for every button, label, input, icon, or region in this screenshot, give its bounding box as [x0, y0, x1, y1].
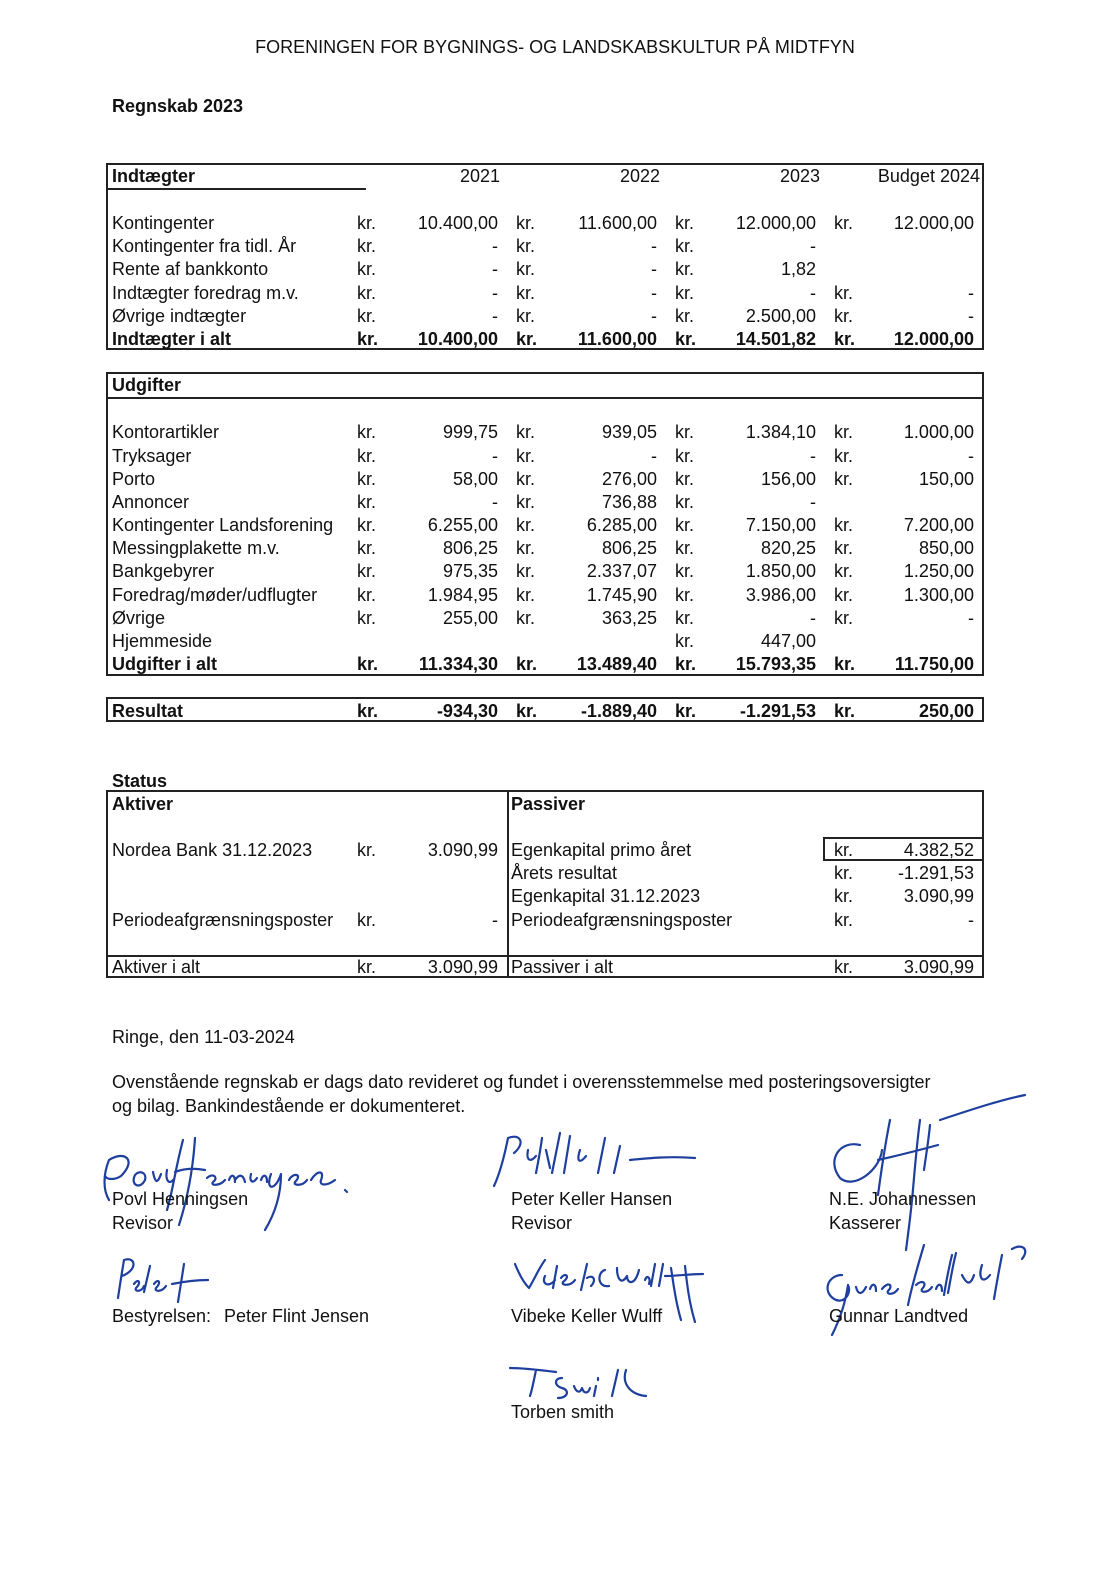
- currency-cell: kr.: [834, 446, 854, 466]
- amount-cell: 1.250,00: [903, 561, 974, 581]
- row-label: Kontorartikler: [112, 422, 220, 442]
- currency-cell: kr.: [675, 446, 695, 466]
- currency-cell: kr.: [675, 469, 695, 489]
- row-label: Hjemmeside: [112, 631, 213, 651]
- currency-cell: kr.: [834, 886, 854, 906]
- amount-cell: 14.501,82: [735, 329, 816, 349]
- amount-cell: 999,75: [442, 422, 498, 442]
- currency-cell: kr.: [675, 306, 695, 326]
- currency-cell: kr.: [516, 561, 536, 581]
- signature-gunnar-landtved: [812, 1235, 1037, 1345]
- amount-cell: -: [968, 283, 974, 303]
- row-label: Indtægter i alt: [112, 329, 232, 349]
- expenses-heading: Udgifter: [112, 375, 181, 395]
- amount-cell: -: [968, 306, 974, 326]
- currency-cell: kr.: [516, 422, 536, 442]
- amount-cell: 2.500,00: [745, 306, 816, 326]
- signatory-4-name: Peter Flint Jensen: [224, 1306, 370, 1326]
- currency-cell: kr.: [516, 469, 536, 489]
- status-label: Nordea Bank 31.12.2023: [112, 840, 313, 860]
- row-label: Øvrige indtægter: [112, 306, 247, 326]
- amount-cell: 12.000,00: [893, 329, 974, 349]
- amount-cell: 7.200,00: [903, 515, 974, 535]
- amount-cell: -: [968, 608, 974, 628]
- income-total-row: [0, 328, 1110, 351]
- board-label: Bestyrelsen:: [112, 1306, 212, 1326]
- amount-cell: -934,30: [436, 701, 498, 721]
- amount-cell: -: [810, 236, 816, 256]
- liability-row: [0, 956, 1110, 979]
- amount-cell: 1.300,00: [903, 585, 974, 605]
- signatory-3-role: Kasserer: [829, 1213, 902, 1233]
- amount-cell: 250,00: [918, 701, 974, 721]
- row-label: Kontingenter Landsforening: [112, 515, 334, 535]
- amount-cell: -: [651, 446, 657, 466]
- currency-cell: kr.: [675, 631, 695, 651]
- income-row: [0, 235, 1110, 258]
- amount-cell: 4.382,52: [903, 840, 974, 860]
- signatory-1-name: Povl Henningsen: [112, 1189, 249, 1209]
- expense-row: [0, 584, 1110, 607]
- signatory-2-role: Revisor: [511, 1213, 573, 1233]
- expense-row: [0, 537, 1110, 560]
- audit-statement-line1: Ovenstående regnskab er dags dato revideret og fundet i overensstemmelse med posteringsoversigter: [112, 1072, 931, 1092]
- liability-row: [0, 862, 1110, 885]
- signatory-2-name: Peter Keller Hansen: [511, 1189, 673, 1209]
- amount-cell: -: [810, 608, 816, 628]
- currency-cell: kr.: [834, 306, 854, 326]
- currency-cell: kr.: [834, 283, 854, 303]
- currency-cell: kr.: [516, 654, 538, 674]
- amount-cell: 156,00: [760, 469, 816, 489]
- currency-cell: kr.: [357, 259, 377, 279]
- amount-cell: 3.986,00: [745, 585, 816, 605]
- currency-cell: kr.: [675, 701, 697, 721]
- amount-cell: 6.285,00: [586, 515, 657, 535]
- currency-cell: kr.: [834, 654, 856, 674]
- currency-cell: kr.: [357, 446, 377, 466]
- currency-cell: kr.: [357, 910, 377, 930]
- amount-cell: -: [651, 259, 657, 279]
- currency-cell: kr.: [357, 492, 377, 512]
- expenses-header-row: [0, 374, 1110, 397]
- amount-cell: -: [492, 236, 498, 256]
- currency-cell: kr.: [357, 469, 377, 489]
- status-label: Egenkapital 31.12.2023: [511, 886, 701, 906]
- assets-heading: Aktiver: [112, 794, 174, 814]
- row-label: Indtægter foredrag m.v.: [112, 283, 299, 303]
- currency-cell: kr.: [516, 259, 536, 279]
- income-row: [0, 258, 1110, 281]
- row-label: Kontingenter: [112, 213, 215, 233]
- amount-cell: -1.291,53: [739, 701, 816, 721]
- currency-cell: kr.: [357, 422, 377, 442]
- currency-cell: kr.: [516, 585, 536, 605]
- currency-cell: kr.: [834, 585, 854, 605]
- currency-cell: kr.: [516, 515, 536, 535]
- currency-cell: kr.: [357, 329, 379, 349]
- status-label: Periodeafgrænsningsposter: [511, 910, 733, 930]
- amount-cell: 1.745,90: [586, 585, 657, 605]
- signatory-5-name: Vibeke Keller Wulff: [511, 1306, 663, 1326]
- currency-cell: kr.: [516, 608, 536, 628]
- amount-cell: 58,00: [452, 469, 498, 489]
- currency-cell: kr.: [357, 515, 377, 535]
- currency-cell: kr.: [357, 538, 377, 558]
- currency-cell: kr.: [834, 538, 854, 558]
- amount-cell: -: [651, 283, 657, 303]
- currency-cell: kr.: [675, 492, 695, 512]
- result-row: [0, 700, 1110, 723]
- status-label: Aktiver i alt: [112, 957, 201, 977]
- amount-cell: 939,05: [601, 422, 657, 442]
- row-label: Øvrige: [112, 608, 166, 628]
- currency-cell: kr.: [357, 654, 379, 674]
- currency-cell: kr.: [516, 538, 536, 558]
- expense-row: [0, 630, 1110, 653]
- expenses-heading-underline: [106, 397, 984, 399]
- amount-cell: -: [492, 283, 498, 303]
- income-heading-underline: [106, 188, 366, 190]
- currency-cell: kr.: [834, 422, 854, 442]
- amount-cell: 10.400,00: [417, 329, 498, 349]
- amount-cell: 12.000,00: [735, 213, 816, 233]
- expense-row: [0, 445, 1110, 468]
- currency-cell: kr.: [675, 538, 695, 558]
- currency-cell: kr.: [834, 213, 854, 233]
- amount-cell: 150,00: [918, 469, 974, 489]
- amount-cell: 15.793,35: [735, 654, 816, 674]
- organization-title: FORENINGEN FOR BYGNINGS- OG LANDSKABSKULTUR PÅ MIDTFYN: [255, 37, 855, 57]
- amount-cell: -: [810, 446, 816, 466]
- row-label: Porto: [112, 469, 156, 489]
- currency-cell: kr.: [357, 213, 377, 233]
- signature-peter-flint-jensen: [112, 1252, 222, 1312]
- currency-cell: kr.: [834, 515, 854, 535]
- currency-cell: kr.: [675, 561, 695, 581]
- currency-cell: kr.: [675, 213, 695, 233]
- amount-cell: 3.090,99: [903, 957, 974, 977]
- amount-cell: 3.090,99: [427, 957, 498, 977]
- row-label: Udgifter i alt: [112, 654, 218, 674]
- amount-cell: 1.984,95: [427, 585, 498, 605]
- currency-cell: kr.: [357, 585, 377, 605]
- year-2021: 2021: [459, 166, 500, 186]
- currency-cell: kr.: [834, 863, 854, 883]
- amount-cell: 6.255,00: [427, 515, 498, 535]
- liabilities-heading: Passiver: [511, 794, 586, 814]
- currency-cell: kr.: [357, 236, 377, 256]
- status-heading: Status: [112, 771, 168, 791]
- year-2022: 2022: [619, 166, 660, 186]
- liability-row: [0, 839, 1110, 862]
- currency-cell: kr.: [834, 910, 854, 930]
- amount-cell: 3.090,99: [427, 840, 498, 860]
- row-label: Messingplakette m.v.: [112, 538, 280, 558]
- amount-cell: 11.750,00: [894, 654, 974, 674]
- currency-cell: kr.: [675, 585, 695, 605]
- row-label: Annoncer: [112, 492, 190, 512]
- currency-cell: kr.: [516, 283, 536, 303]
- currency-cell: kr.: [357, 283, 377, 303]
- currency-cell: kr.: [516, 236, 536, 256]
- liability-row: [0, 885, 1110, 908]
- amount-cell: 975,35: [442, 561, 498, 581]
- status-label: Periodeafgrænsningsposter: [112, 910, 334, 930]
- income-row: [0, 305, 1110, 328]
- amount-cell: 2.337,07: [586, 561, 657, 581]
- place-date: Ringe, den 11-03-2024: [112, 1027, 295, 1047]
- year-budget-2024: Budget 2024: [877, 166, 980, 186]
- amount-cell: -: [492, 910, 498, 930]
- currency-cell: kr.: [516, 329, 538, 349]
- amount-cell: 255,00: [442, 608, 498, 628]
- expense-total-row: [0, 653, 1110, 676]
- amount-cell: 806,25: [601, 538, 657, 558]
- amount-cell: -: [492, 306, 498, 326]
- amount-cell: 1.000,00: [903, 422, 974, 442]
- signatory-3-name: N.E. Johannessen: [829, 1189, 977, 1209]
- currency-cell: kr.: [834, 329, 856, 349]
- amount-cell: 7.150,00: [745, 515, 816, 535]
- amount-cell: 10.400,00: [417, 213, 498, 233]
- income-row: [0, 212, 1110, 235]
- currency-cell: kr.: [834, 561, 854, 581]
- expense-row: [0, 491, 1110, 514]
- status-label: Passiver i alt: [511, 957, 614, 977]
- currency-cell: kr.: [675, 329, 697, 349]
- currency-cell: kr.: [675, 422, 695, 442]
- expense-row: [0, 421, 1110, 444]
- amount-cell: -: [492, 492, 498, 512]
- signatory-7-name: Torben smith: [511, 1402, 615, 1422]
- income-heading: Indtægter: [112, 166, 195, 186]
- signature-torben-smith: [500, 1360, 670, 1405]
- currency-cell: kr.: [516, 446, 536, 466]
- amount-cell: 820,25: [760, 538, 816, 558]
- year-2023: 2023: [779, 166, 820, 186]
- row-label: Tryksager: [112, 446, 192, 466]
- amount-cell: -1.291,53: [897, 863, 974, 883]
- document-title: Regnskab 2023: [112, 96, 244, 116]
- income-row: [0, 282, 1110, 305]
- currency-cell: kr.: [834, 957, 854, 977]
- amount-cell: -: [968, 446, 974, 466]
- currency-cell: kr.: [357, 957, 377, 977]
- audit-statement-line2: og bilag. Bankindestående er dokumenteret.: [112, 1096, 466, 1116]
- currency-cell: kr.: [834, 608, 854, 628]
- amount-cell: 447,00: [760, 631, 816, 651]
- amount-cell: 736,88: [601, 492, 657, 512]
- currency-cell: kr.: [516, 701, 538, 721]
- currency-cell: kr.: [834, 701, 856, 721]
- amount-cell: 1,82: [780, 259, 816, 279]
- amount-cell: 11.334,30: [418, 654, 498, 674]
- amount-cell: -: [651, 306, 657, 326]
- amount-cell: -: [651, 236, 657, 256]
- amount-cell: 12.000,00: [893, 213, 974, 233]
- amount-cell: -: [492, 259, 498, 279]
- currency-cell: kr.: [675, 654, 697, 674]
- amount-cell: 1.384,10: [745, 422, 816, 442]
- expense-row: [0, 468, 1110, 491]
- expense-row: [0, 560, 1110, 583]
- status-label: Årets resultat: [511, 863, 618, 883]
- amount-cell: -: [810, 283, 816, 303]
- amount-cell: -: [810, 492, 816, 512]
- currency-cell: kr.: [675, 515, 695, 535]
- amount-cell: 11.600,00: [578, 213, 657, 233]
- amount-cell: 363,25: [601, 608, 657, 628]
- expense-row: [0, 514, 1110, 537]
- row-label: Rente af bankkonto: [112, 259, 269, 279]
- currency-cell: kr.: [516, 306, 536, 326]
- currency-cell: kr.: [675, 283, 695, 303]
- expense-row: [0, 607, 1110, 630]
- row-label: Bankgebyrer: [112, 561, 215, 581]
- row-label: Foredrag/møder/udflugter: [112, 585, 318, 605]
- amount-cell: 850,00: [918, 538, 974, 558]
- currency-cell: kr.: [357, 608, 377, 628]
- currency-cell: kr.: [357, 306, 377, 326]
- currency-cell: kr.: [834, 840, 854, 860]
- amount-cell: 3.090,99: [903, 886, 974, 906]
- amount-cell: 1.850,00: [745, 561, 816, 581]
- signatory-1-role: Revisor: [112, 1213, 174, 1233]
- currency-cell: kr.: [675, 236, 695, 256]
- amount-cell: -: [968, 910, 974, 930]
- currency-cell: kr.: [516, 213, 536, 233]
- row-label: Kontingenter fra tidl. År: [112, 236, 297, 256]
- amount-cell: 13.489,40: [576, 654, 657, 674]
- amount-cell: -1.889,40: [580, 701, 657, 721]
- amount-cell: -: [492, 446, 498, 466]
- currency-cell: kr.: [516, 492, 536, 512]
- currency-cell: kr.: [357, 561, 377, 581]
- amount-cell: 11.600,00: [577, 329, 657, 349]
- currency-cell: kr.: [834, 469, 854, 489]
- currency-cell: kr.: [357, 701, 379, 721]
- liability-row: [0, 909, 1110, 932]
- currency-cell: kr.: [357, 840, 377, 860]
- status-label: Egenkapital primo året: [511, 840, 692, 860]
- income-header-row: [0, 165, 1110, 188]
- currency-cell: kr.: [675, 259, 695, 279]
- currency-cell: kr.: [675, 608, 695, 628]
- amount-cell: 276,00: [601, 469, 657, 489]
- amount-cell: 806,25: [442, 538, 498, 558]
- row-label: Resultat: [112, 701, 184, 721]
- signatory-6-name: Gunnar Landtved: [829, 1306, 969, 1326]
